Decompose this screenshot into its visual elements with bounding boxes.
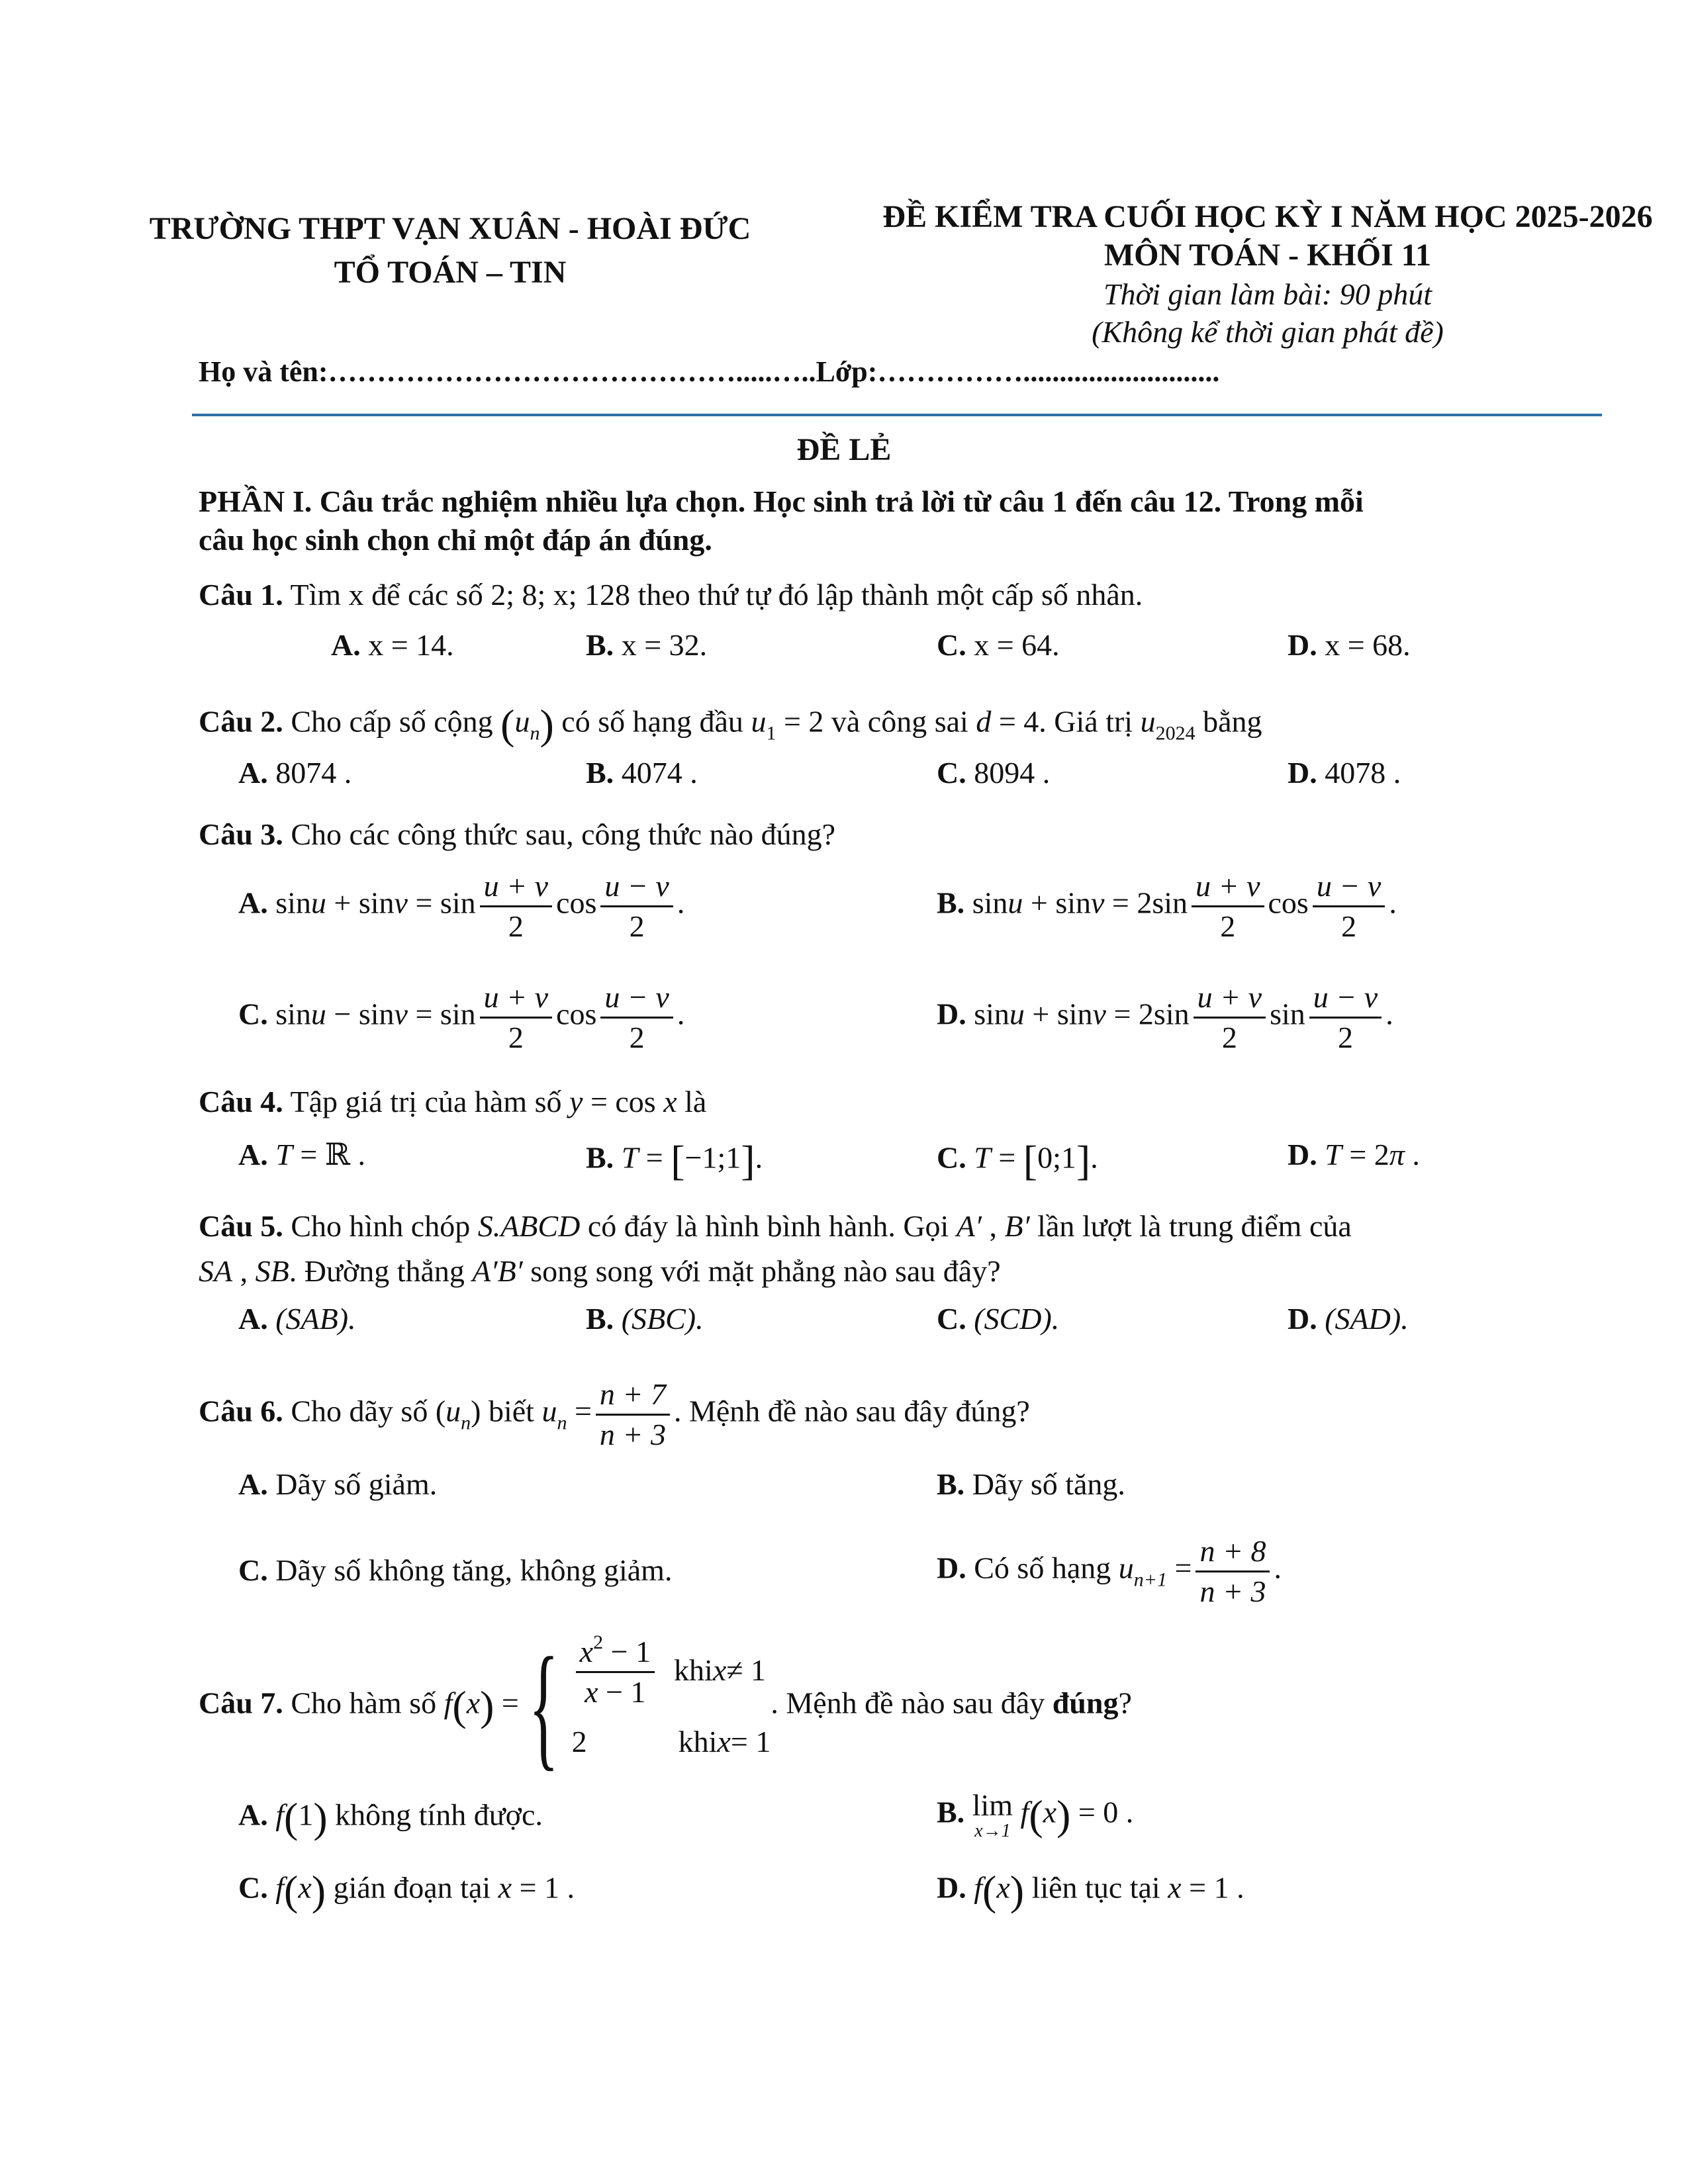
question-5-line1: Câu 5. Cho hình chóp S.ABCD có đáy là hình bình hành. Gọi A′ , B′ lần lượt là trung điểm của [199,1209,1352,1243]
exam-subject: MÔN TOÁN - KHỐI 11 [1103,238,1432,273]
q4-option-b[interactable]: B. T = [−1;1]. [586,1137,763,1184]
q5-option-b[interactable]: B. (SBC). [586,1302,704,1336]
q7-option-b[interactable]: B. lim x→1 f(x) = 0 . [937,1788,1134,1841]
q7-option-d[interactable]: D. f(x) liên tục tại x = 1 . [937,1867,1244,1914]
q6-option-a[interactable]: A. Dãy số giảm. [238,1467,438,1501]
q3-option-c[interactable]: C. sinu − sinv = sin $\frac{u + v}{2}$ cos $\frac{u - v}{2}$ . [238,978,684,1056]
question-1-label: Câu 1. [199,578,283,612]
question-3-label: Câu 3. [199,817,283,851]
question-1 [199,580,1143,610]
part1-title-line2: câu học sinh chọn chỉ một đáp án đúng. [199,523,712,557]
q2-option-d[interactable]: D. 4078 . [1288,756,1401,790]
question-4: Câu 4. Tập giá trị của hàm số y = cos x là [199,1085,707,1118]
question-7: Câu 7. Cho hàm số f(x) = { $\frac{x^2 - 1}{x - 1}$ khi x ≠ 1 2 khi x = 1 . Mệnh đề nào sau đây đúng? [199,1629,1132,1783]
q5-option-c[interactable]: C. (SCD). [937,1302,1060,1336]
q6-option-d[interactable]: D. Có số hạng $u_{n+1}$ = $\frac{n + 8}{n + 3}$ . [937,1532,1282,1610]
q1-option-a[interactable]: A. x = 14. [331,628,454,662]
q1-option-b[interactable]: B. x = 32. [586,628,708,662]
q6-option-b[interactable]: B. Dãy số tăng. [937,1467,1125,1501]
q3-option-a[interactable]: A. sinu + sinv = sin $\frac{u + v}{2}$ cos $\frac{u - v}{2}$ . [238,867,684,945]
question-2: Câu 2. Cho cấp số cộng $(u_n)$ có số hạng đầu $u_1 = 2$ và công sai d = 4. Giá trị $u_{2024}$ bằng [199,701,1262,748]
question-3: Câu 3. Cho các công thức sau, công thức nào đúng? [199,817,835,851]
q3-option-b[interactable]: B. sinu + sinv = 2sin $\frac{u + v}{2}$ cos $\frac{u - v}{2}$ . [937,867,1397,945]
question-6: Câu 6. Cho dãy số $(u_n)$ biết $u_n$ = $\frac{n + 7}{n + 3}$ . Mệnh đề nào sau đây đúng? [199,1375,1030,1453]
q2-option-c[interactable]: C. 8094 . [937,756,1051,790]
q4-option-c[interactable]: C. T = [0;1]. [937,1137,1098,1184]
question-5-line2: SA , SB. Đường thẳng A′B′ song song với mặt phẳng nào sau đây? [199,1254,1001,1288]
q7-option-c[interactable]: C. f(x) gián đoạn tại x = 1 . [238,1867,575,1914]
exam-note: (Không kể thời gian phát đề) [1092,315,1444,349]
question-6-label: Câu 6. [199,1394,283,1428]
q1-option-c[interactable]: C. x = 64. [937,628,1060,662]
exam-time: Thời gian làm bài: 90 phút [1103,277,1432,311]
q4-option-a[interactable]: A. T = ℝ . [238,1138,365,1171]
exam-code: ĐỀ LẺ [796,432,892,467]
department-name: TỔ TOÁN – TIN [334,255,567,290]
header-divider [192,414,1602,416]
q2-option-b[interactable]: B. 4074 . [586,756,698,790]
question-2-label: Câu 2. [199,704,283,739]
q3-option-d[interactable]: D. sinu + sinv = 2sin $\frac{u + v}{2}$ sin $\frac{u - v}{2}$ . [937,978,1393,1056]
question-4-label: Câu 4. [199,1085,283,1118]
q7-option-a[interactable]: A. f(1) không tính được. [238,1794,543,1841]
question-5-label: Câu 5. [199,1209,283,1243]
question-1-text: Tìm x để các số 2; 8; x; 128 theo thứ tự đó lập thành một cấp số nhân. [290,578,1143,612]
q6-option-c[interactable]: C. Dãy số không tăng, không giảm. [238,1553,673,1587]
question-7-label: Câu 7. [199,1686,283,1720]
q4-option-d[interactable]: D. T = 2π . [1288,1138,1420,1171]
q1-option-d[interactable]: D. x = 68. [1288,628,1411,662]
q2-option-a[interactable]: A. 8074 . [238,756,352,790]
part1-title-line1: PHẦN I. Câu trắc nghiệm nhiều lựa chọn. Học sinh trả lời từ câu 1 đến câu 12. Trong mỗi [199,484,1364,518]
student-info-line[interactable]: Họ và tên:…………………………………….....…..Lớp:……………........................... [199,355,1220,388]
q5-option-a[interactable]: A. (SAB). [238,1302,356,1336]
exam-title: ĐỀ KIỂM TRA CUỐI HỌC KỲ I NĂM HỌC 2025-2026 [882,199,1653,234]
school-name: TRƯỜNG THPT VẠN XUÂN - HOÀI ĐỨC [149,211,751,246]
q5-option-d[interactable]: D. (SAD). [1288,1302,1409,1336]
